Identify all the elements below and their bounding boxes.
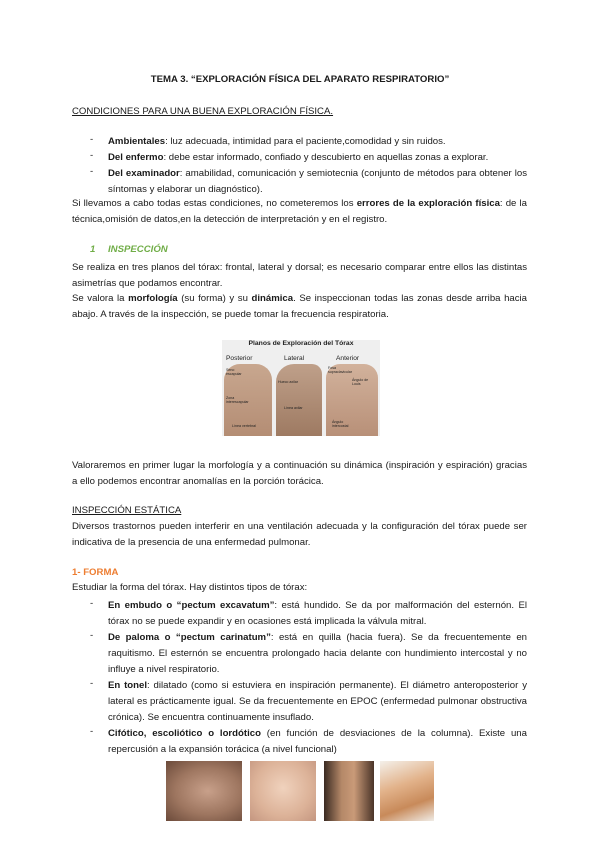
small-label: Ángulo intercostal bbox=[332, 420, 349, 428]
bold-text: morfología bbox=[128, 293, 178, 304]
conditions-list bbox=[0, 134, 600, 198]
small-label: Zona interescapular bbox=[226, 396, 249, 404]
static-inspection-paragraph: Diversos trastornos pueden interferir en una ventilación adecuada y la configuración del tórax puede ser indicativa de la presencia de una enfermedad pulmonar. bbox=[72, 521, 527, 549]
item-term: Cifótico, escoliótico o lordótico bbox=[108, 728, 261, 739]
list-item bbox=[0, 134, 600, 150]
pectus-excavatum-photo bbox=[166, 761, 242, 821]
item-text: : está en quilla (hacia fuera). Se da frecuentemente en raquitismo. El esternón se encuentra prolongado hacia delante con hundimiento intercostal y no influye a nivel respiratorio. bbox=[108, 632, 527, 676]
text: (su forma) y su bbox=[177, 293, 252, 304]
small-label: Línea axilar bbox=[284, 406, 303, 410]
list-item bbox=[0, 598, 600, 630]
label-lateral: Lateral bbox=[284, 355, 305, 362]
item-text: : debe estar informado, confiado y descubierto en aquellas zonas a explorar. bbox=[163, 152, 489, 163]
list-item bbox=[0, 678, 600, 726]
closing-bold: errores de la exploración física bbox=[356, 198, 500, 209]
closing-text-end: : de la técnica,omisión de datos,en la detección de interpretación y en el registro. bbox=[72, 198, 527, 226]
conditions-closing bbox=[72, 196, 527, 228]
bullet-dash: - bbox=[90, 166, 94, 177]
item-text: : luz adecuada, intimidad para el paciente,comodidad y sin ruidos. bbox=[165, 136, 446, 147]
morphology-paragraph: Valoraremos en primer lugar la morfología y a continuación su dinámica (inspiración y espiración) gracias a ello podemos encontrar anomalías en la porción torácica. bbox=[72, 460, 527, 488]
list-item bbox=[0, 166, 600, 198]
small-label: Ángulo de Louis bbox=[352, 378, 369, 386]
bullet-dash: - bbox=[90, 134, 94, 145]
small-label: Hueco axilar bbox=[278, 380, 298, 384]
inspection-paragraph-2 bbox=[72, 291, 527, 323]
form-list bbox=[0, 598, 600, 758]
small-label: Fosa supraclavicular bbox=[328, 366, 352, 374]
pectus-carinatum-photo bbox=[250, 761, 316, 821]
item-term: De paloma o “pectum carinatum” bbox=[108, 632, 271, 643]
item-text: : amabilidad, comunicación y semiotecnia (conjunto de métodos para obtener los síntomas y elaborar un diagnóstico). bbox=[108, 168, 527, 196]
kyphotic-chest-photo bbox=[380, 761, 434, 821]
small-label: Seno escapular bbox=[226, 368, 242, 376]
barrel-chest-photo bbox=[324, 761, 374, 821]
inspection-number: 1 bbox=[90, 244, 96, 255]
bullet-dash: - bbox=[90, 678, 94, 689]
form-heading: 1- FORMA bbox=[72, 567, 119, 578]
item-term: Ambientales bbox=[108, 136, 166, 147]
item-text: : está hundido. Se da por malformación del esternón. El tórax no se puede expandir y en ocasiones está implicada la válvula mitral. bbox=[108, 600, 527, 628]
item-text: (en función de desviaciones de la columna). Existe una repercusión a la expansión torácica (a nivel funcional) bbox=[108, 728, 527, 756]
bullet-dash: - bbox=[90, 150, 94, 161]
bold-text: dinámica bbox=[251, 293, 294, 304]
figure-title: Planos de Exploración del Tórax bbox=[248, 340, 354, 347]
bullet-dash: - bbox=[90, 630, 94, 641]
item-text: : dilatado (como si estuviera en inspiración permanente). El diámetro anteroposterior y lateral es prácticamente igual. Se da frecuentemente en EPOC (enfermedad pulmonar obstructiva crónica). Se encuentra continuamente insuflado. bbox=[108, 680, 527, 724]
list-item bbox=[0, 150, 600, 166]
label-posterior: Posterior bbox=[226, 355, 253, 362]
form-intro: Estudiar la forma del tórax. Hay distintos tipos de tórax: bbox=[72, 582, 308, 593]
list-item bbox=[0, 630, 600, 678]
label-anterior: Anterior bbox=[336, 355, 360, 362]
list-item bbox=[0, 726, 600, 758]
inspection-heading: INSPECCIÓN bbox=[108, 244, 168, 255]
bullet-dash: - bbox=[90, 598, 94, 609]
lateral-torso-image bbox=[276, 364, 322, 436]
inspection-paragraph: Se realiza en tres planos del tórax: frontal, lateral y dorsal; es necesario comparar entre ellos las distintas asimetrías que podamos encontrar. bbox=[72, 262, 527, 290]
closing-text: Si llevamos a cabo todas estas condiciones, no cometeremos los bbox=[72, 198, 357, 209]
item-term: En embudo o “pectum excavatum” bbox=[108, 600, 275, 611]
small-label: Línea vertebral bbox=[232, 424, 256, 428]
item-term: Del examinador bbox=[108, 168, 180, 179]
item-term: Del enfermo bbox=[108, 152, 164, 163]
item-term: En tonel bbox=[108, 680, 148, 691]
thorax-planes-figure bbox=[222, 340, 380, 436]
conditions-heading: CONDICIONES PARA UNA BUENA EXPLORACIÓN FÍSICA. bbox=[72, 106, 334, 117]
bullet-dash: - bbox=[90, 726, 94, 737]
text: . Se inspeccionan todas las zonas desde arriba hacia abajo. A través de la inspección, se puede tomar la frecuencia respiratoria. bbox=[72, 293, 527, 321]
text: Se valora la bbox=[72, 293, 129, 304]
static-inspection-heading: INSPECCIÓN ESTÁTICA bbox=[72, 505, 182, 516]
page-title: TEMA 3. “EXPLORACIÓN FÍSICA DEL APARATO RESPIRATORIO” bbox=[150, 74, 450, 85]
